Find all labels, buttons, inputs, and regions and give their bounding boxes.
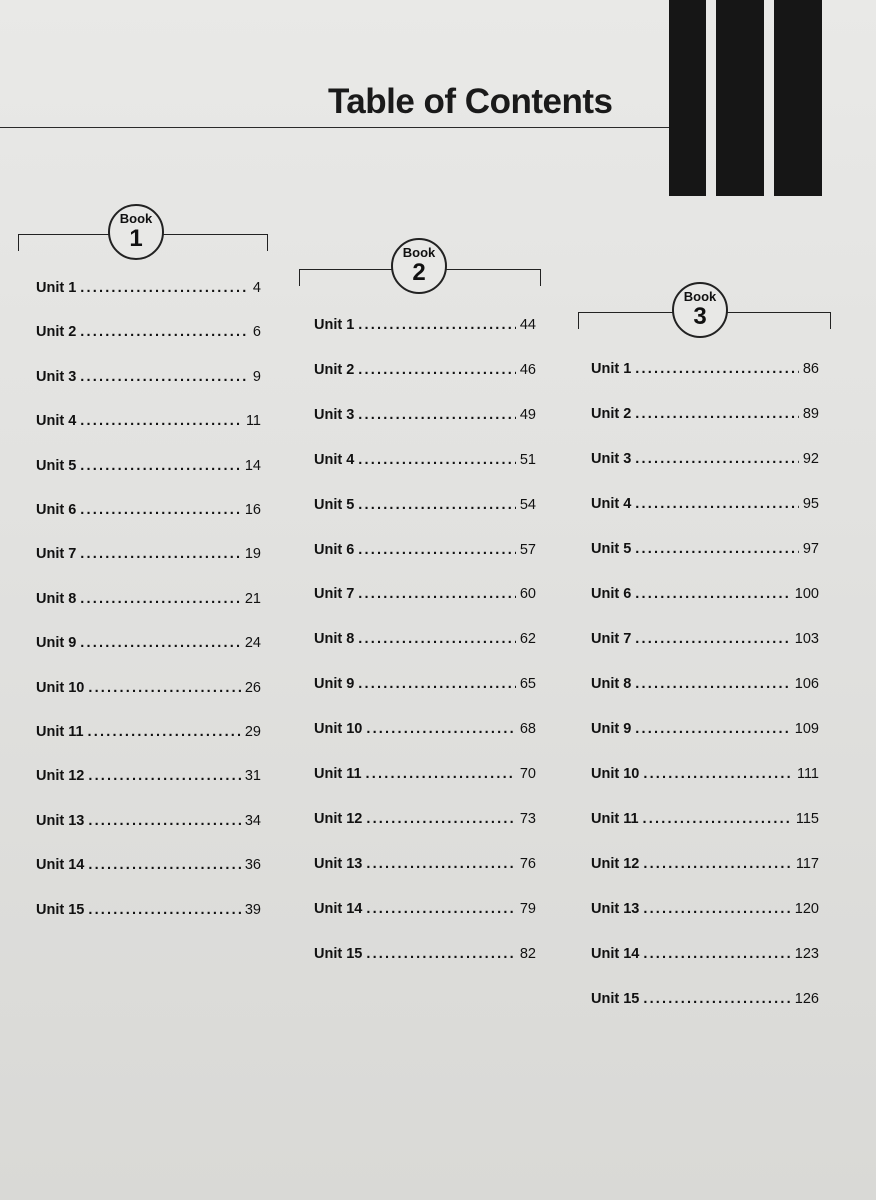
unit-label: Unit 15 bbox=[591, 991, 640, 1007]
toc-entry[interactable] bbox=[36, 902, 261, 918]
dot-leader bbox=[88, 902, 241, 918]
dot-leader bbox=[643, 991, 790, 1007]
dot-leader bbox=[358, 586, 516, 602]
dot-leader bbox=[635, 676, 791, 692]
page-number: 21 bbox=[244, 590, 261, 607]
page-number: 120 bbox=[794, 901, 819, 917]
page-number: 14 bbox=[244, 457, 261, 474]
toc-entry[interactable] bbox=[36, 768, 261, 784]
toc-entry[interactable] bbox=[591, 586, 819, 602]
toc-entry[interactable] bbox=[591, 991, 819, 1007]
page-number: 106 bbox=[794, 676, 819, 692]
page-number: 57 bbox=[519, 541, 536, 558]
page-number: 54 bbox=[519, 496, 536, 513]
toc-entry[interactable] bbox=[591, 496, 819, 512]
dot-leader bbox=[80, 458, 241, 474]
toc-entry[interactable] bbox=[314, 497, 536, 513]
dot-leader bbox=[88, 813, 241, 829]
unit-label: Unit 12 bbox=[314, 810, 363, 827]
toc-entry[interactable] bbox=[314, 946, 536, 962]
dot-leader bbox=[358, 542, 516, 558]
toc-entry[interactable] bbox=[591, 361, 819, 377]
unit-label: Unit 4 bbox=[314, 451, 355, 468]
page-number: 31 bbox=[244, 768, 261, 785]
unit-label: Unit 9 bbox=[314, 676, 355, 693]
toc-entry[interactable] bbox=[314, 362, 536, 378]
dot-leader bbox=[80, 502, 241, 518]
toc-entry[interactable] bbox=[314, 542, 536, 558]
dot-leader bbox=[366, 946, 516, 962]
dot-leader bbox=[80, 635, 241, 651]
page-number: 6 bbox=[252, 324, 261, 341]
dot-leader bbox=[358, 452, 516, 468]
page-number: 36 bbox=[244, 857, 261, 874]
toc-entry[interactable] bbox=[591, 676, 819, 692]
book-badge bbox=[672, 282, 728, 338]
toc-entry[interactable] bbox=[314, 901, 536, 917]
page-number: 103 bbox=[794, 631, 819, 647]
page-title: Table of Contents bbox=[328, 82, 613, 121]
page-number: 46 bbox=[519, 361, 536, 378]
toc-entry[interactable] bbox=[314, 586, 536, 602]
page-number: 126 bbox=[794, 991, 819, 1007]
page-number: 51 bbox=[519, 451, 536, 468]
unit-label: Unit 8 bbox=[36, 590, 77, 607]
unit-label: Unit 1 bbox=[36, 280, 77, 296]
toc-entry[interactable] bbox=[591, 856, 819, 872]
page-number: 76 bbox=[519, 855, 536, 872]
decorative-bar bbox=[669, 0, 706, 196]
book-badge-number: 1 bbox=[129, 225, 143, 252]
dot-leader bbox=[635, 586, 791, 602]
toc-entry[interactable] bbox=[314, 721, 536, 737]
unit-label: Unit 2 bbox=[36, 324, 77, 341]
unit-label: Unit 9 bbox=[36, 635, 77, 652]
dot-leader bbox=[635, 361, 799, 377]
unit-label: Unit 1 bbox=[314, 317, 355, 333]
book-badge bbox=[391, 238, 447, 294]
page-number: 109 bbox=[794, 721, 819, 737]
dot-leader bbox=[366, 811, 516, 827]
toc-entry[interactable] bbox=[314, 856, 536, 872]
page-number: 65 bbox=[519, 676, 536, 693]
toc-entry[interactable] bbox=[591, 811, 819, 827]
dot-leader bbox=[80, 280, 249, 296]
dot-leader bbox=[643, 901, 790, 917]
dot-leader bbox=[88, 724, 241, 740]
toc-entry[interactable] bbox=[591, 541, 819, 557]
page-number: 73 bbox=[519, 810, 536, 827]
toc-entry[interactable] bbox=[36, 724, 261, 740]
toc-entry[interactable] bbox=[591, 901, 819, 917]
page-number: 117 bbox=[795, 856, 819, 872]
dot-leader bbox=[80, 369, 249, 385]
toc-entry[interactable] bbox=[591, 721, 819, 737]
dot-leader bbox=[80, 591, 241, 607]
toc-entry[interactable] bbox=[591, 946, 819, 962]
page-number: 92 bbox=[802, 451, 819, 467]
decorative-bar bbox=[716, 0, 764, 196]
dot-leader bbox=[88, 857, 241, 873]
page-number: 115 bbox=[795, 811, 819, 827]
page-number: 70 bbox=[519, 766, 536, 782]
decorative-bars bbox=[669, 0, 822, 196]
toc-entry[interactable] bbox=[36, 813, 261, 829]
dot-leader bbox=[88, 680, 241, 696]
unit-label: Unit 15 bbox=[36, 901, 85, 918]
dot-leader bbox=[643, 856, 792, 872]
dot-leader bbox=[635, 406, 799, 422]
dot-leader bbox=[635, 721, 791, 737]
dot-leader bbox=[358, 407, 516, 423]
unit-label: Unit 10 bbox=[36, 679, 85, 696]
book-badge bbox=[108, 204, 164, 260]
page-number: 4 bbox=[252, 280, 261, 296]
toc-entry[interactable] bbox=[314, 407, 536, 423]
page-number: 68 bbox=[519, 721, 536, 738]
toc-entry[interactable] bbox=[314, 631, 536, 647]
toc-entry[interactable] bbox=[36, 857, 261, 873]
dot-leader bbox=[80, 413, 242, 429]
dot-leader bbox=[643, 811, 792, 827]
toc-entry[interactable] bbox=[36, 502, 261, 518]
toc-entry[interactable] bbox=[36, 546, 261, 562]
page-number: 100 bbox=[794, 586, 819, 602]
unit-label: Unit 4 bbox=[36, 413, 77, 430]
dot-leader bbox=[366, 856, 516, 872]
dot-leader bbox=[88, 768, 241, 784]
dot-leader bbox=[80, 324, 249, 340]
unit-label: Unit 15 bbox=[314, 945, 363, 962]
dot-leader bbox=[366, 901, 516, 917]
unit-label: Unit 13 bbox=[314, 855, 363, 872]
unit-label: Unit 1 bbox=[591, 361, 632, 377]
unit-label: Unit 10 bbox=[314, 721, 363, 738]
unit-label: Unit 14 bbox=[591, 946, 640, 962]
toc-entry[interactable] bbox=[591, 766, 819, 782]
unit-label: Unit 13 bbox=[591, 901, 640, 917]
dot-leader bbox=[635, 631, 791, 647]
page-number: 123 bbox=[794, 946, 819, 962]
toc-entry[interactable] bbox=[591, 406, 819, 422]
unit-label: Unit 8 bbox=[314, 631, 355, 648]
decorative-bar bbox=[774, 0, 822, 196]
unit-label: Unit 3 bbox=[591, 451, 632, 467]
toc-entry[interactable] bbox=[314, 766, 536, 782]
unit-label: Unit 7 bbox=[36, 546, 77, 563]
page-number: 82 bbox=[519, 945, 536, 962]
unit-label: Unit 10 bbox=[591, 766, 640, 782]
unit-label: Unit 2 bbox=[314, 361, 355, 378]
toc-entry[interactable] bbox=[36, 635, 261, 651]
toc-entry[interactable] bbox=[591, 631, 819, 647]
toc-entry[interactable] bbox=[36, 413, 261, 429]
toc-entry[interactable] bbox=[314, 676, 536, 692]
toc-entry[interactable] bbox=[314, 452, 536, 468]
page-number: 97 bbox=[802, 541, 819, 557]
dot-leader bbox=[358, 317, 516, 333]
page-number: 95 bbox=[802, 496, 819, 512]
dot-leader bbox=[366, 766, 516, 782]
book-badge-word: Book bbox=[402, 245, 436, 260]
unit-label: Unit 13 bbox=[36, 812, 85, 829]
page-number: 89 bbox=[802, 406, 819, 422]
unit-label: Unit 6 bbox=[314, 541, 355, 558]
unit-label: Unit 8 bbox=[591, 676, 632, 692]
unit-label: Unit 9 bbox=[591, 721, 632, 737]
book-badge-word: Book bbox=[683, 289, 717, 304]
dot-leader bbox=[635, 496, 799, 512]
page-number: 49 bbox=[519, 406, 536, 423]
unit-label: Unit 14 bbox=[314, 900, 363, 917]
dot-leader bbox=[366, 721, 516, 737]
unit-label: Unit 11 bbox=[314, 766, 362, 782]
dot-leader bbox=[358, 497, 516, 513]
page-number: 11 bbox=[245, 413, 261, 430]
toc-entry[interactable] bbox=[314, 317, 536, 333]
toc-entry[interactable] bbox=[36, 280, 261, 296]
dot-leader bbox=[358, 676, 516, 692]
dot-leader bbox=[643, 766, 793, 782]
page-number: 29 bbox=[244, 724, 261, 740]
book-badge-number: 3 bbox=[693, 303, 707, 330]
dot-leader bbox=[643, 946, 790, 962]
page-number: 62 bbox=[519, 631, 536, 648]
book-badge-number: 2 bbox=[412, 259, 426, 286]
unit-label: Unit 5 bbox=[36, 457, 77, 474]
unit-label: Unit 6 bbox=[36, 502, 77, 518]
page-number: 79 bbox=[519, 900, 536, 917]
toc-entry[interactable] bbox=[314, 811, 536, 827]
page-number: 9 bbox=[252, 368, 261, 385]
dot-leader bbox=[635, 451, 799, 467]
page-number: 111 bbox=[796, 766, 819, 782]
unit-label: Unit 2 bbox=[591, 406, 632, 422]
page-number: 44 bbox=[519, 317, 536, 333]
unit-label: Unit 12 bbox=[591, 856, 640, 872]
unit-label: Unit 5 bbox=[314, 496, 355, 513]
unit-label: Unit 14 bbox=[36, 857, 85, 874]
unit-label: Unit 3 bbox=[36, 368, 77, 385]
page-number: 34 bbox=[244, 812, 261, 829]
page-number: 19 bbox=[244, 546, 261, 563]
page-number: 24 bbox=[244, 635, 261, 652]
toc-entry[interactable] bbox=[36, 369, 261, 385]
page-number: 60 bbox=[519, 586, 536, 603]
unit-label: Unit 3 bbox=[314, 406, 355, 423]
toc-entry[interactable] bbox=[36, 680, 261, 696]
toc-entry[interactable] bbox=[36, 324, 261, 340]
toc-entry[interactable] bbox=[591, 451, 819, 467]
page-number: 26 bbox=[244, 679, 261, 696]
page-number: 39 bbox=[244, 901, 261, 918]
toc-entry[interactable] bbox=[36, 591, 261, 607]
unit-label: Unit 7 bbox=[591, 631, 632, 647]
unit-label: Unit 12 bbox=[36, 768, 85, 785]
page-number: 16 bbox=[244, 502, 261, 518]
unit-label: Unit 7 bbox=[314, 586, 355, 603]
unit-label: Unit 11 bbox=[36, 724, 84, 740]
dot-leader bbox=[80, 546, 241, 562]
book-badge-word: Book bbox=[119, 211, 153, 226]
unit-label: Unit 4 bbox=[591, 496, 632, 512]
dot-leader bbox=[358, 362, 516, 378]
unit-label: Unit 11 bbox=[591, 811, 639, 827]
dot-leader bbox=[635, 541, 799, 557]
unit-label: Unit 6 bbox=[591, 586, 632, 602]
header-rule bbox=[0, 127, 669, 128]
dot-leader bbox=[358, 631, 516, 647]
page-number: 86 bbox=[802, 361, 819, 377]
toc-entry[interactable] bbox=[36, 458, 261, 474]
unit-label: Unit 5 bbox=[591, 541, 632, 557]
